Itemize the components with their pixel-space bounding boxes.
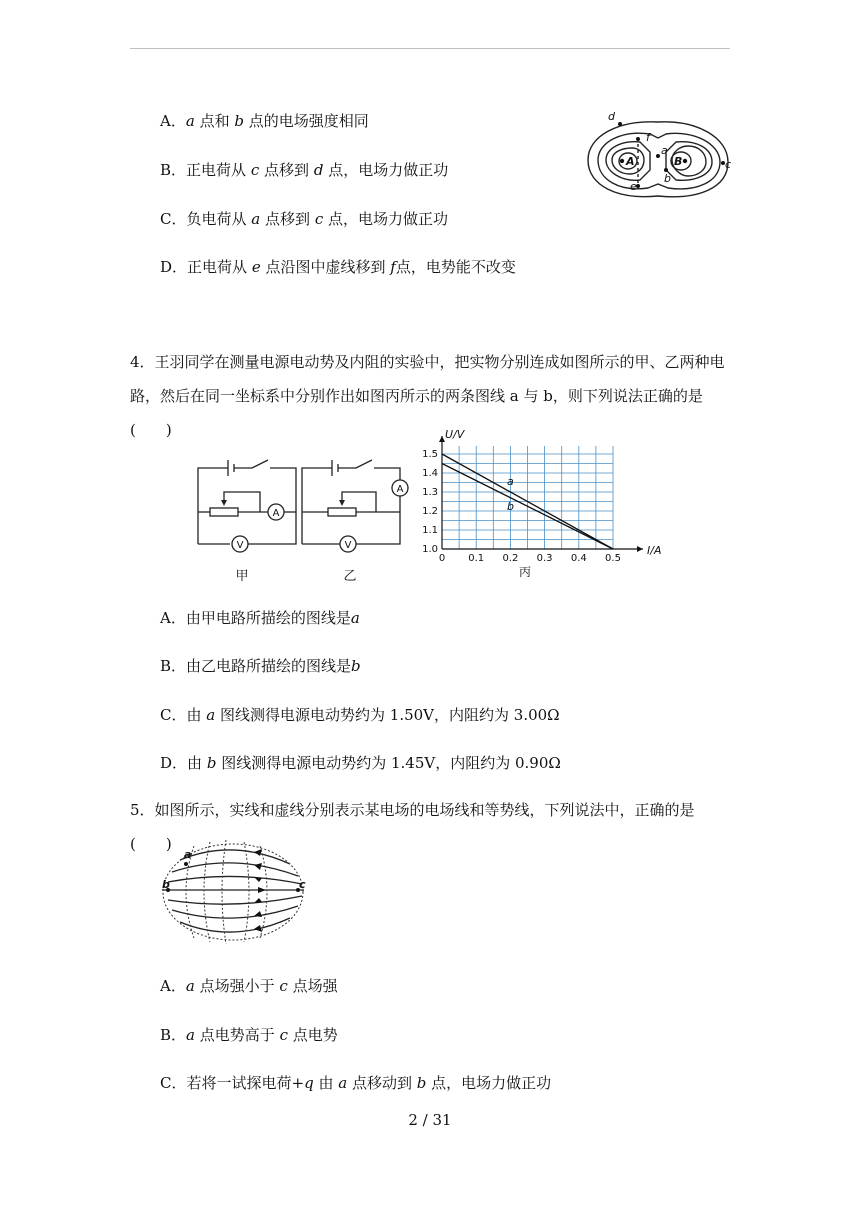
label-e: e (630, 180, 637, 193)
q3-option-c: C．负电荷从 a 点移到 c 点，电场力做正功 (160, 210, 449, 228)
label-A: A (626, 155, 635, 168)
page-number: 2 / 31 (408, 1111, 452, 1129)
q3-option-a: A．a 点和 b 点的电场强度相同 (160, 112, 369, 130)
q5-stem: 5．如图所示，实线和虚线分别表示某电场的电场线和等势线，下列说法中，正确的是( ) (130, 801, 695, 853)
q3-option-d: D．正电荷从 e 点沿图中虚线移到 f点，电势能不改变 (160, 258, 516, 276)
chart-grid (442, 446, 613, 549)
circuit-jia-caption: 甲 (235, 569, 249, 584)
x-tick-label: 0.5 (605, 553, 621, 564)
label-c: c (299, 878, 306, 891)
point-f (636, 137, 640, 141)
q4-stem: 4．王羽同学在测量电源电动势及内阻的实验中，把实物分别连成如图所示的甲、乙两种电路，然后在同一坐标系中分别作出如图丙所示的两条图线 a 与 b，则下列说法正确的是( ) (130, 353, 725, 439)
label-a: a (661, 144, 668, 157)
voltmeter-label-jia: V (236, 540, 244, 551)
x-tick-label: 0.4 (570, 553, 587, 564)
y-tick-label: 1.0 (422, 544, 438, 555)
circuit-yi-caption: 乙 (343, 569, 357, 584)
label-d: d (608, 110, 615, 123)
label-f: f (646, 131, 650, 144)
q3-option-b: B．正电荷从 c 点移到 d 点，电场力做正功 (160, 161, 449, 179)
q4-circuits-figure (190, 456, 415, 586)
point-a (656, 154, 660, 158)
y-tick-label: 1.1 (422, 525, 438, 536)
q4-option-d: D．由 b 图线测得电源电动势约为 1.45V，内阻约为 0.90Ω (160, 754, 561, 772)
chart-axes (439, 436, 643, 552)
q5-field-lines-figure (158, 838, 308, 950)
point-B (683, 159, 687, 163)
header-rule (130, 48, 730, 49)
x-tick-label: 0.2 (502, 553, 519, 564)
label-c: c (725, 158, 732, 171)
q4-ui-graph (415, 424, 677, 586)
ammeter-label-yi: A (396, 484, 404, 495)
x-tick-label: 0 (438, 553, 446, 564)
series-label-a: a (506, 475, 514, 489)
x-tick-label: 0.1 (468, 553, 485, 564)
q4-option-a: A．由甲电路所描绘的图线是a (160, 609, 360, 627)
y-tick-label: 1.5 (422, 449, 438, 460)
point-d (618, 122, 622, 126)
chart-ticks (422, 449, 621, 564)
y-axis-label: U/V (445, 428, 465, 441)
y-tick-label: 1.3 (422, 487, 438, 498)
label-b: b (162, 878, 170, 891)
point-A (620, 159, 624, 163)
ammeter-label-jia: A (272, 508, 280, 519)
series-label-b: b (506, 499, 514, 513)
q3-equipotential-figure (578, 108, 733, 206)
label-a: a (184, 848, 192, 861)
q5-option-c: C．若将一试探电荷+q 由 a 点移动到 b 点，电场力做正功 (160, 1074, 552, 1092)
q5-option-b: B．a 点电势高于 c 点电势 (160, 1026, 338, 1044)
q5-option-a: A．a 点场强小于 c 点场强 (160, 977, 338, 995)
label-B: B (674, 155, 683, 168)
label-b: b (664, 172, 671, 185)
q4-option-b: B．由乙电路所描绘的图线是b (160, 657, 361, 675)
voltmeter-label-yi: V (344, 540, 352, 551)
x-axis-arrow (637, 546, 643, 552)
q4-option-c: C．由 a 图线测得电源电动势约为 1.50V，内阻约为 3.00Ω (160, 706, 560, 724)
x-tick-label: 0.3 (536, 553, 553, 564)
y-tick-label: 1.2 (422, 506, 438, 517)
x-axis-label: I/A (647, 544, 662, 557)
y-tick-label: 1.4 (422, 468, 438, 479)
graph-caption: 丙 (518, 565, 532, 579)
